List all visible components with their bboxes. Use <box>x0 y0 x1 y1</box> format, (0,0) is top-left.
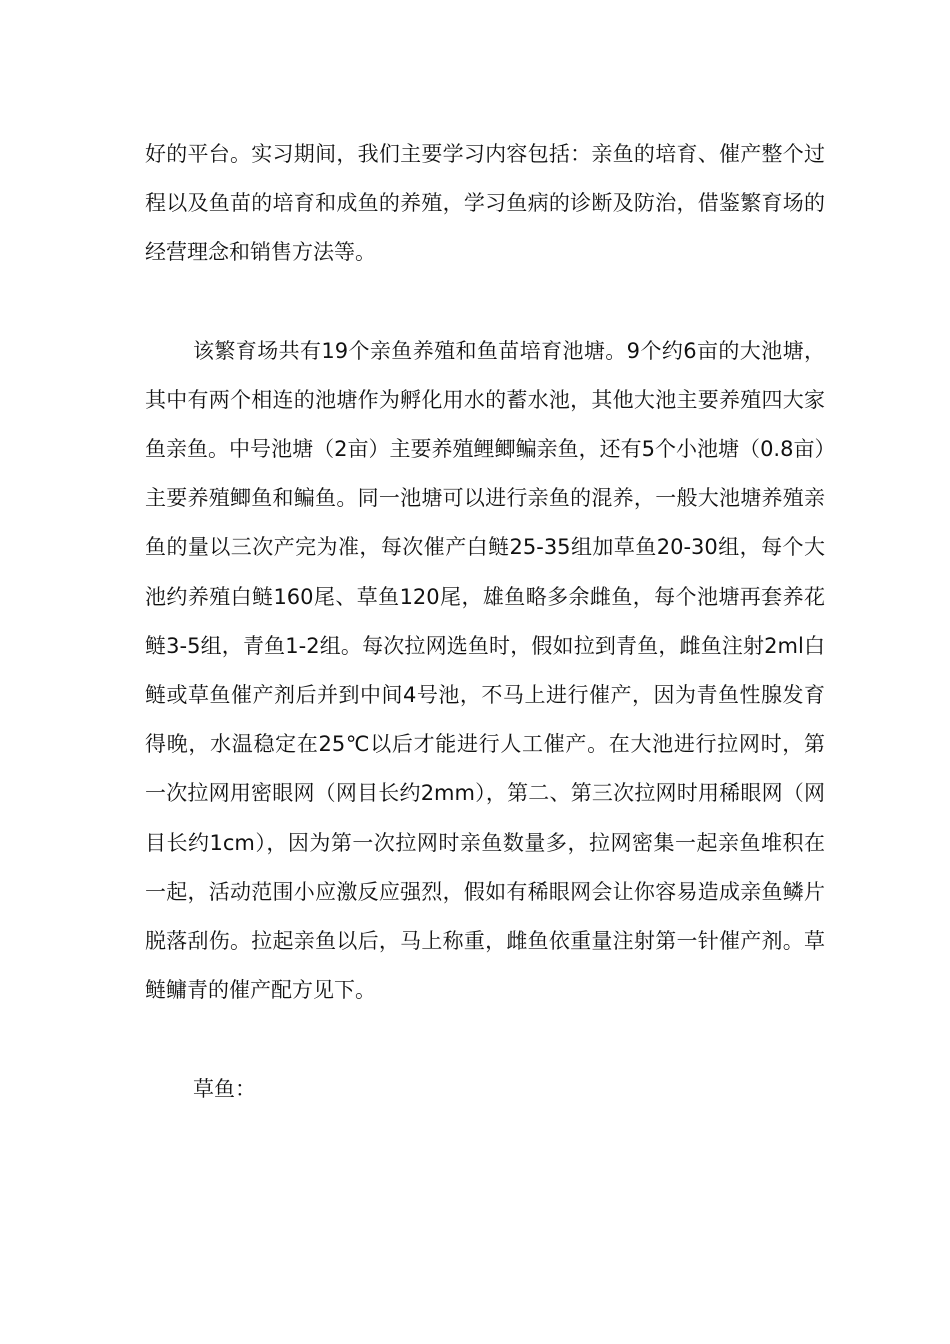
document-body <box>145 130 825 1115</box>
paragraph-grass-carp-heading: 草鱼： <box>193 1077 256 1102</box>
paragraph-ponds-description: 该繁育场共有19个亲鱼养殖和鱼苗培育池塘。9个约6亩的大池塘，其中有两个相连的池塘作为孵化用水的蓄水池，其他大池主要养殖四大家鱼亲鱼。中号池塘（2亩）主要养殖鲤鲫鳊亲鱼，还有5个小池塘（0.8亩）主要养殖鲫鱼和鳊鱼。同一池塘可以进行亲鱼的混养，一般大池塘养殖亲鱼的量以三次产完为准，每次催产白鲢25-35组加草鱼20-30组，每个大池约养殖白鲢160尾、草鱼120尾，雄鱼略多余雌鱼，每个池塘再套养花鲢3-5组，青鱼1-2组。每次拉网选鱼时，假如拉到青鱼，雌鱼注射2ml白鲢或草鱼催产剂后并到中间4号池，不马上进行催产，因为青鱼性腺发育得晚，水温稳定在25℃以后才能进行人工催产。在大池进行拉网时，第一次拉网用密眼网（网目长约2mm），第二、第三次拉网时用稀眼网（网目长约1cm），因为第一次拉网时亲鱼数量多，拉网密集一起亲鱼堆积在一起，活动范围小应激反应强烈，假如有稀眼网会让你容易造成亲鱼鳞片脱落刮伤。拉起亲鱼以后，马上称重，雌鱼依重量注射第一针催产剂。草鲢鳙青的催产配方见下。 <box>145 338 825 1003</box>
paragraph-intro-continuation: 好的平台。实习期间，我们主要学习内容包括：亲鱼的培育、催产整个过程以及鱼苗的培育和成鱼的养殖，学习鱼病的诊断及防治，借鉴繁育场的经营理念和销售方法等。 <box>145 142 825 265</box>
